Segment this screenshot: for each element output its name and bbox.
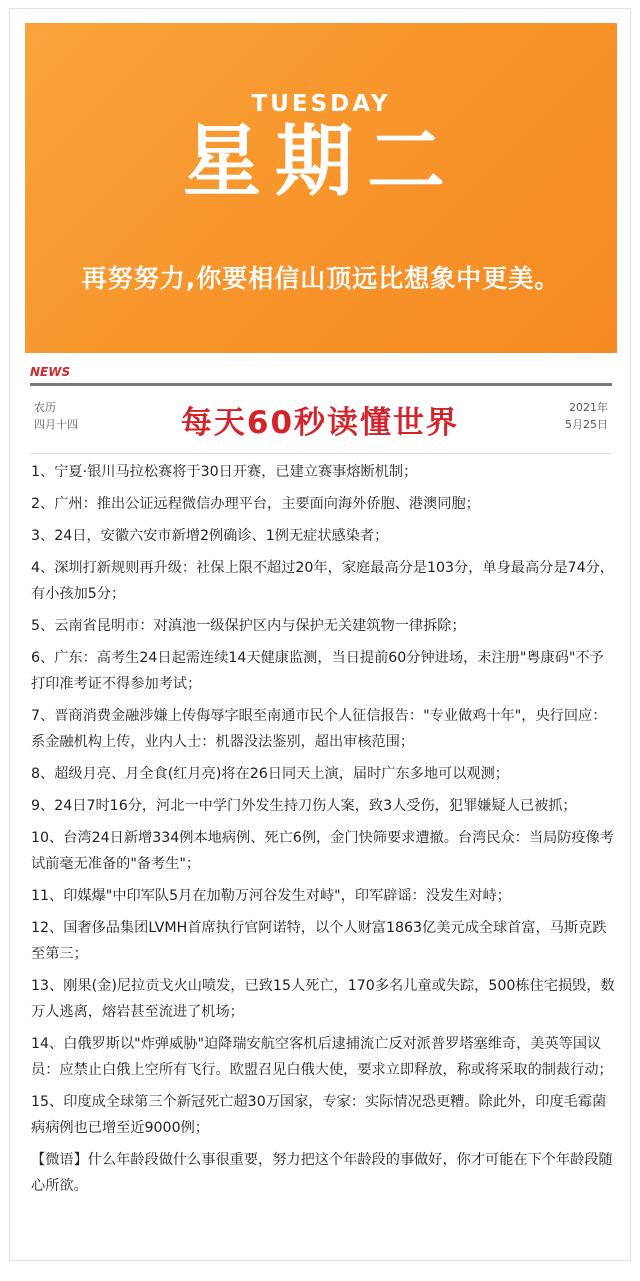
lunar-day: 四月十四 [34,418,78,431]
news-item-2: 2、广州：推出公证远程微信办理平台，主要面向海外侨胞、港澳同胞； [31,496,480,512]
news-item-5: 5、云南省昆明市：对滇池一级保护区内与保护无关建筑物一律拆除； [31,618,466,634]
news-item-15: 15、印度成全球第三个新冠死亡超30万国家，专家：实际情况恐更糟。除此外，印度毛霉菌病病例也已增至近9000例； [31,1094,607,1136]
news-item-13: 13、刚果(金)尼拉贡戈火山喷发，已致15人死亡，170多名儿童或失踪，500栋住宅损毁，数万人逃离，熔岩甚至流进了机场； [31,978,615,1020]
solar-month-day: 5月25日 [565,418,608,431]
news-divider [30,383,612,386]
weekday-banner [25,23,617,353]
news-list [31,459,615,1205]
lunar-label: 农历 [34,401,56,414]
news-item-12: 12、国奢侈品集团LVMH首席执行官阿诺特，以个人财富1863亿美元成全球首富，马斯克跌至第三； [31,920,607,962]
news-item-8: 8、超级月亮、月全食(红月亮)将在26日同天上演，届时广东多地可以观测； [31,766,509,782]
news-item-7: 7、晋商消费金融涉嫌上传侮辱字眼至南通市民个人征信报告："专业做鸡十年"，央行回应：系金融机构上传，业内人士：机器没法鉴别，超出审核范围； [31,708,607,750]
closing-quote: 【微语】什么年龄段做什么事很重要，努力把这个年龄段的事做好，你才可能在下个年龄段随心所欲。 [31,1152,613,1194]
news-item-9: 9、24日7时16分，河北一中学门外发生持刀伤人案，致3人受伤，犯罪嫌疑人已被抓； [31,798,577,814]
weekday-english: TUESDAY [251,91,391,117]
solar-date [565,399,608,433]
solar-year: 2021年 [569,401,608,414]
news-item-14: 14、白俄罗斯以"炸弹威胁"迫降瑞安航空客机后逮捕流亡反对派普罗塔塞维奇，美英等国议员：应禁止白俄上空所有飞行。欧盟召见白俄大使，要求立即释放，称或将采取的制裁行动； [31,1036,613,1078]
masthead-divider [30,453,612,454]
masthead-title: 每天60秒读懂世界 [180,405,460,441]
news-item-3: 3、24日，安徽六安市新增2例确诊、1例无症状感染者； [31,528,389,544]
news-item-10: 10、台湾24日新增334例本地病例、死亡6例，金门快筛要求遭撤。台湾民众：当局防疫像考试前毫无准备的"备考生"； [31,830,614,872]
news-tag: NEWS [30,365,71,379]
banner-motto: 再努努力,你要相信山顶远比想象中更美。 [81,264,561,293]
weekday-chinese: 星期二 [182,117,459,207]
news-item-6: 6、广东：高考生24日起需连续14天健康监测，当日提前60分钟进场，未注册"粤康码"不予打印准考证不得参加考试； [31,650,604,692]
news-page [9,8,631,1261]
news-item-4: 4、深圳打新规则再升级：社保上限不超过20年，家庭最高分是103分，单身最高分是74分，有小孩加5分； [31,560,614,602]
news-item-1: 1、宁夏·银川马拉松赛将于30日开赛，已建立赛事熔断机制； [31,464,418,480]
news-item-11: 11、印媒爆"中印军队5月在加勒万河谷发生对峙"，印军辟谣：没发生对峙； [31,888,511,904]
